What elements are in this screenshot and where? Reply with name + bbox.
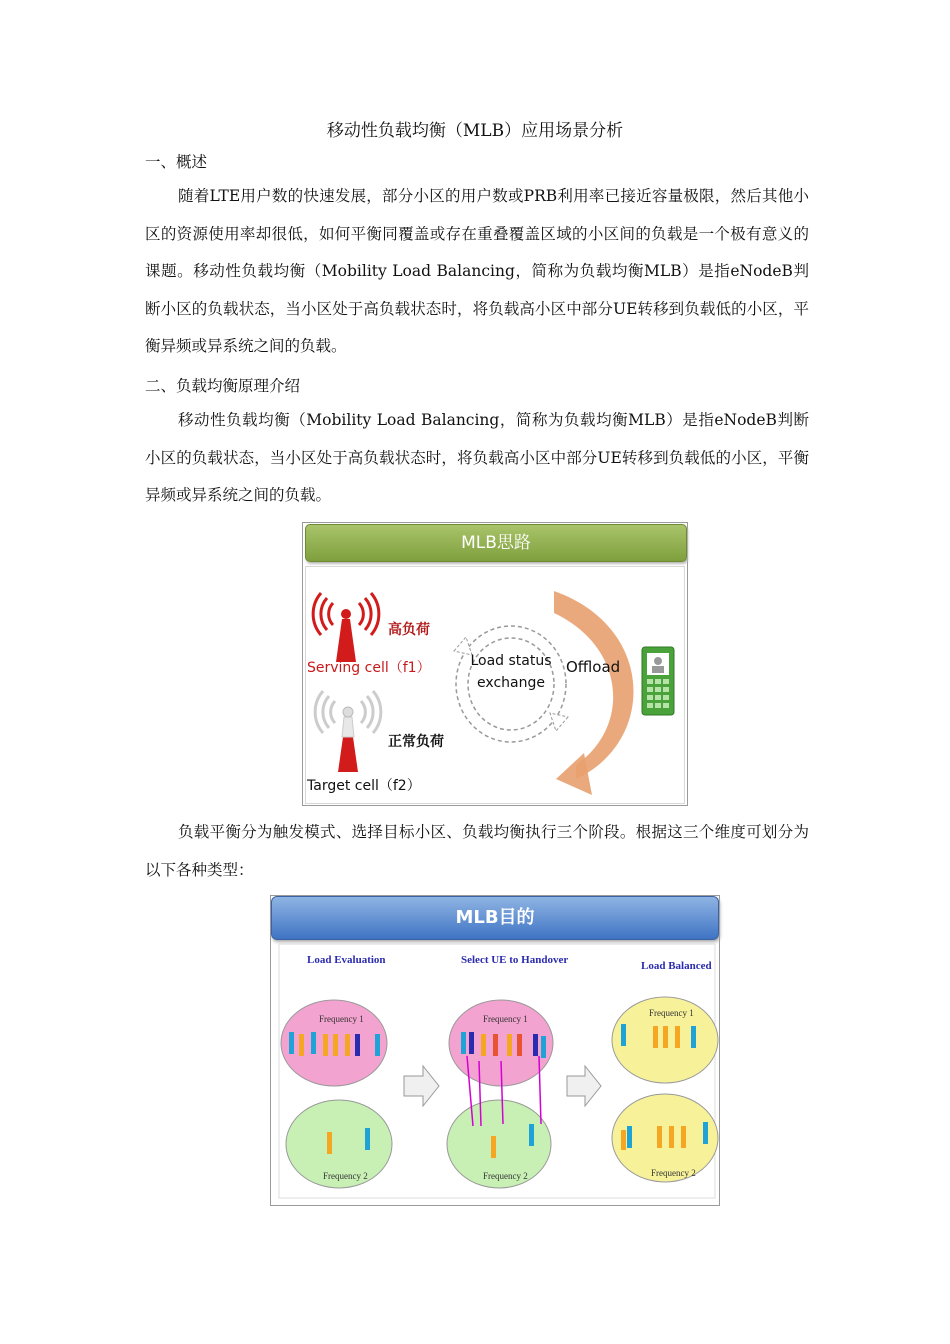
stage-label-balanced: Load Balanced	[641, 960, 712, 972]
figure2-drawing	[271, 896, 719, 1205]
freq2-label-stage3: Frequency 2	[651, 1168, 696, 1178]
high-load-label: 高负荷	[388, 622, 430, 638]
stage1-cells	[281, 1000, 392, 1188]
paragraph-3: 负载平衡分为触发模式、选择目标小区、负载均衡执行三个阶段。根据这三个维度可划分为以下各种类型：	[145, 823, 809, 879]
stage2-cells	[447, 1000, 553, 1188]
freq1-label-stage2: Frequency 1	[483, 1014, 528, 1024]
normal-load-label: 正常负荷	[388, 734, 444, 750]
target-cell-tower-icon	[315, 691, 381, 772]
freq2-label-stage2: Frequency 2	[483, 1171, 528, 1181]
offload-label: Offload	[566, 658, 621, 676]
stage-arrow-2-icon	[567, 1066, 601, 1106]
exchange-label-line1: Load status	[470, 653, 552, 669]
figure1-banner	[305, 524, 687, 562]
serving-cell-label: Serving cell（f1）	[307, 660, 431, 676]
exchange-label-line2: exchange	[477, 675, 545, 691]
freq1-label-stage1: Frequency 1	[319, 1014, 364, 1024]
figure1-banner-text: MLB思路	[461, 533, 531, 553]
stage-label-select-ue: Select UE to Handover	[461, 954, 569, 966]
stage-label-evaluation: Load Evaluation	[307, 954, 386, 966]
freq1-label-stage3: Frequency 1	[649, 1008, 694, 1018]
figure2-banner-text: MLB目的	[455, 907, 535, 928]
phone-icon	[642, 647, 674, 715]
stage3-cells	[612, 997, 718, 1182]
mlb-idea-figure	[302, 522, 688, 806]
stage-arrow-1-icon	[404, 1066, 439, 1106]
figure1-body	[305, 566, 685, 804]
section1-heading: 一、概述	[145, 153, 208, 171]
section2-heading: 二、负载均衡原理介绍	[145, 377, 301, 395]
freq2-label-stage1: Frequency 2	[323, 1171, 368, 1181]
target-cell-label: Target cell（f2）	[307, 778, 421, 794]
section2-paragraph: 移动性负载均衡（Mobility Load Balancing，简称为负载均衡MLB）是指eNodeB判断小区的负载状态，当小区处于高负载状态时，将负载高小区中部分UE转移到负载低的小区，平衡异频或异系统之间的负载。	[145, 411, 809, 504]
section1-paragraph: 随着LTE用户数的快速发展，部分小区的用户数或PRB利用率已接近容量极限，然后其他小区的资源使用率却很低，如何平衡同覆盖或存在重叠覆盖区域的小区间的负载是一个极有意义的课题。移动性负载均衡（Mobility Load Balancing，简称为负载均衡MLB）是指eNodeB判断小区的负载状态，当小区处于高负载状态时，将负载高小区中部分UE转移到负载低的小区，平衡异频或异系统之间的负载。	[145, 187, 809, 355]
mlb-purpose-figure	[270, 895, 720, 1206]
serving-cell-tower-icon	[313, 593, 379, 662]
document-title: 移动性负载均衡（MLB）应用场景分析	[326, 121, 624, 141]
